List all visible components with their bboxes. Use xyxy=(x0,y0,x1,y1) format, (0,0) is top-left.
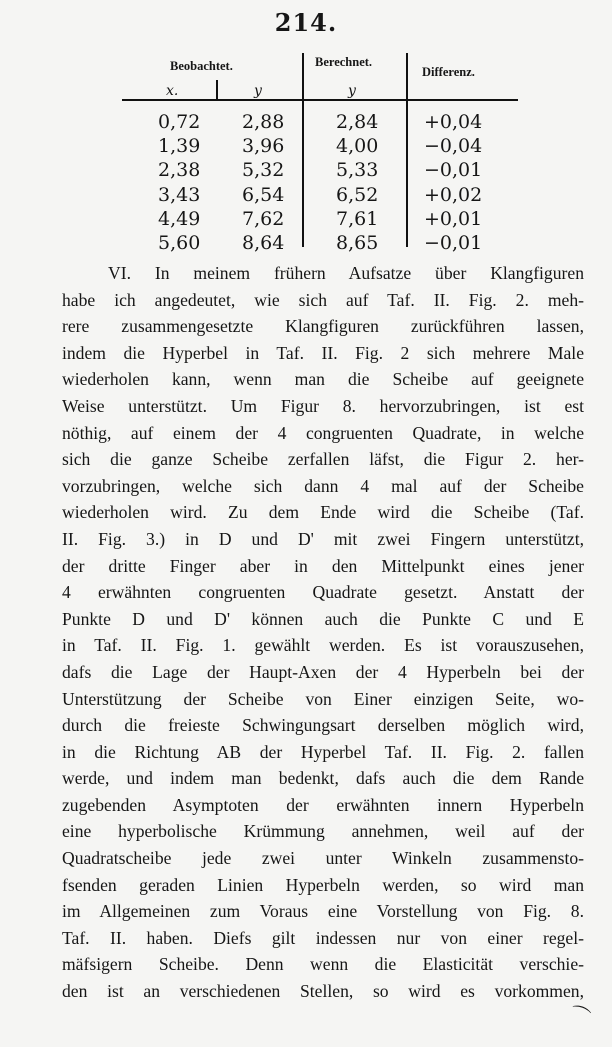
table-cell: 5,32 xyxy=(242,159,285,182)
table-cell: 7,62 xyxy=(242,207,285,230)
column-y-calculated xyxy=(336,110,378,255)
page-number: 214. xyxy=(274,8,338,37)
table-cell: 6,54 xyxy=(242,183,285,206)
text-line: eine hyperbolische Krümmung annehmen, weil auf der xyxy=(62,821,584,842)
text-line: Quadratscheibe jede zwei unter Winkeln zusammensto- xyxy=(62,848,584,869)
table-cell: 3,43 xyxy=(158,183,201,206)
text-line: der dritte Finger aber in den Mittelpunkt eines jener xyxy=(62,555,584,576)
text-line: im Allgemeinen zum Voraus eine Vorstellung von Fig. 8. xyxy=(62,901,584,922)
text-line: mäfsigern Scheibe. Denn wenn die Elasticität verschie- xyxy=(62,954,584,975)
table-cell: 5,60 xyxy=(158,231,201,254)
text-line: dafs die Lage der Haupt-Axen der 4 Hyperbeln bei der xyxy=(62,661,584,682)
column-x xyxy=(158,110,200,255)
column-divider-observed-calculated xyxy=(302,53,304,247)
subheader-y-observed: y xyxy=(254,83,262,99)
text-line: rere zusammengesetzte Klangfiguren zurückführen lassen, xyxy=(62,316,584,337)
table-cell: −0,04 xyxy=(424,135,483,158)
text-line: wiederholen kann, wenn man die Scheibe auf geeignete xyxy=(62,369,584,390)
table-cell: 2,84 xyxy=(336,111,379,133)
text-line: durch die freieste Schwingungsart derselben möglich wird, xyxy=(62,715,584,736)
subheader-y-calculated: y xyxy=(348,83,356,99)
table-cell: 3,96 xyxy=(242,135,285,158)
table-cell: 4,00 xyxy=(336,135,379,158)
text-line: 4 erwähnten congruenten Quadrate gesetzt. Anstatt der xyxy=(62,582,584,603)
text-line: zugebenden Asymptoten der erwähnten innern Hyperbeln xyxy=(62,794,584,815)
table-cell: −0,01 xyxy=(424,231,483,254)
column-difference xyxy=(424,110,482,255)
text-line: fsenden geraden Linien Hyperbeln werden, so wird man xyxy=(62,874,584,895)
text-line: sich die ganze Scheibe zerfallen läfst, die Figur 2. her- xyxy=(62,449,584,470)
corner-stroke-mark: ⌒ xyxy=(565,1001,593,1031)
column-y-observed xyxy=(242,110,284,255)
table-cell: 8,65 xyxy=(336,231,379,254)
text-line: Unterstützung der Scheibe von Einer einzigen Seite, wo- xyxy=(62,688,584,709)
text-line: den ist an verschiedenen Stellen, so wird es vorkommen, xyxy=(62,981,584,1002)
text-line: Weise unterstützt. Um Figur 8. hervorzubringen, ist est xyxy=(62,395,584,416)
body-paragraph xyxy=(62,260,584,1005)
text-line: nöthig, auf einem der 4 congruenten Quadrate, in welche xyxy=(62,422,584,443)
text-line: II. Fig. 3.) in D und D' mit zwei Fingern unterstützt, xyxy=(62,528,584,549)
table-cell: 2,88 xyxy=(242,111,285,133)
text-line: werde, und indem man bedenkt, dafs auch die dem Rande xyxy=(62,768,584,789)
text-line: indem die Hyperbel in Taf. II. Fig. 2 sich mehrere Male xyxy=(62,342,584,363)
table-cell: 8,64 xyxy=(242,231,285,254)
table-cell: 0,72 xyxy=(158,111,201,133)
text-line: Punkte D und D' können auch die Punkte C und E xyxy=(62,608,584,629)
column-divider-x-y xyxy=(216,80,218,100)
header-observed: Beobachtet. xyxy=(170,59,233,73)
text-line: in Taf. II. Fig. 1. gewählt werden. Es ist vorauszusehen, xyxy=(62,635,584,656)
text-line: habe ich angedeutet, wie sich auf Taf. II. Fig. 2. meh- xyxy=(62,289,584,310)
text-line: wiederholen wird. Zu dem Ende wird die Scheibe (Taf. xyxy=(62,502,584,523)
table-cell: −0,01 xyxy=(424,159,483,182)
table-cell: 1,39 xyxy=(158,135,201,158)
subheader-x: x. xyxy=(166,83,179,99)
table-cell: 5,33 xyxy=(336,159,379,182)
text-line: VI. In meinem frühern Aufsatze über Klangfiguren xyxy=(108,263,584,283)
table-cell: +0,04 xyxy=(424,111,483,133)
table-cell: 2,38 xyxy=(158,159,201,182)
text-line: in die Richtung AB der Hyperbel Taf. II. Fig. 2. fallen xyxy=(62,741,584,762)
table-cell: 4,49 xyxy=(158,207,201,230)
column-divider-calculated-difference xyxy=(406,53,408,247)
header-calculated: Berechnet. xyxy=(315,55,373,69)
text-line: vorzubringen, welche sich dann 4 mal auf der Scheibe xyxy=(62,475,584,496)
header-rule xyxy=(122,99,518,101)
header-difference: Differenz. xyxy=(422,65,475,79)
text-line: Taf. II. haben. Diefs gilt indessen nur von einer regel- xyxy=(62,927,584,948)
table-cell: 7,61 xyxy=(336,207,379,230)
table-cell: 6,52 xyxy=(336,183,379,206)
table-cell: +0,02 xyxy=(424,183,483,206)
table-cell: +0,01 xyxy=(424,207,483,230)
